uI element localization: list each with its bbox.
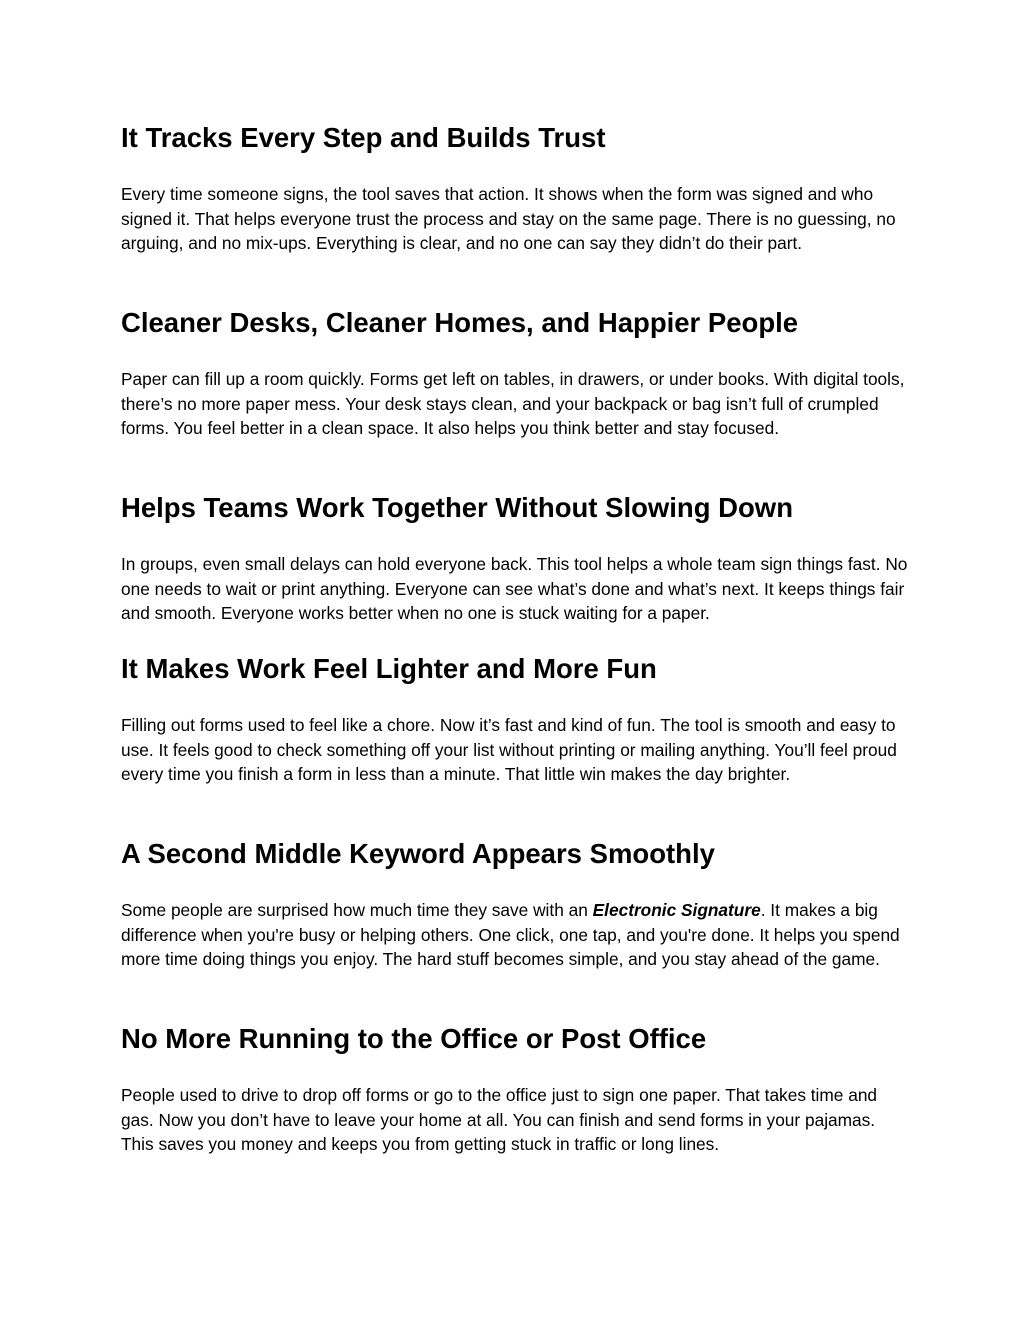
section-paragraph: Every time someone signs, the tool saves that action. It shows when the form was signed and who signed it. That helps everyone trust the process and stay on the same page. There is no guessing, no arguing, and no mix-ups. Everything is clear, and no one can say they didn’t do their part.	[121, 184, 896, 254]
section-second-middle-keyword	[121, 836, 911, 972]
keyword-electronic-signature: Electronic Signature	[592, 900, 761, 920]
section-paragraph: Filling out forms used to feel like a chore. Now it’s fast and kind of fun. The tool is smooth and easy to use. It feels good to check something off your list without printing or mailing anything. You’ll feel proud every time you finish a form in less than a minute. That little win makes the day brighter.	[121, 715, 897, 785]
section-heading: It Tracks Every Step and Builds Trust	[121, 122, 606, 153]
section-heading: Helps Teams Work Together Without Slowing Down	[121, 492, 793, 523]
section-teams-work-together	[121, 490, 911, 626]
section-heading: Cleaner Desks, Cleaner Homes, and Happier People	[121, 307, 799, 338]
paragraph-text-before: Some people are surprised how much time they save with an	[121, 900, 593, 920]
section-heading: It Makes Work Feel Lighter and More Fun	[121, 653, 657, 684]
section-no-more-running	[121, 1021, 911, 1157]
section-heading: A Second Middle Keyword Appears Smoothly	[121, 838, 715, 869]
section-heading: No More Running to the Office or Post Office	[121, 1023, 707, 1054]
section-paragraph: People used to drive to drop off forms or go to the office just to sign one paper. That takes time and gas. Now you don’t have to leave your home at all. You can finish and send forms in your pajamas. This saves you money and keeps you from getting stuck in traffic or long lines.	[121, 1085, 878, 1155]
section-paragraph	[121, 898, 911, 972]
section-tracks-every-step	[121, 120, 911, 256]
section-cleaner-desks	[121, 305, 911, 441]
paragraph-text-after: . It makes a big difference when you're busy or helping others. One click, one tap, and you're done. It helps you spend more time doing things you enjoy. The hard stuff becomes simple, and you stay ahead of the game.	[121, 900, 900, 970]
section-paragraph: In groups, even small delays can hold everyone back. This tool helps a whole team sign things fast. No one needs to wait or print anything. Everyone can see what’s done and what’s next. It keeps things fair and smooth. Everyone works better when no one is stuck waiting for a paper.	[121, 554, 908, 624]
section-work-feel-lighter	[121, 651, 911, 787]
section-paragraph: Paper can fill up a room quickly. Forms get left on tables, in drawers, or under books. With digital tools, there’s no more paper mess. Your desk stays clean, and your backpack or bag isn’t full of crumpled forms. You feel better in a clean space. It also helps you think better and stay focused.	[121, 369, 905, 439]
